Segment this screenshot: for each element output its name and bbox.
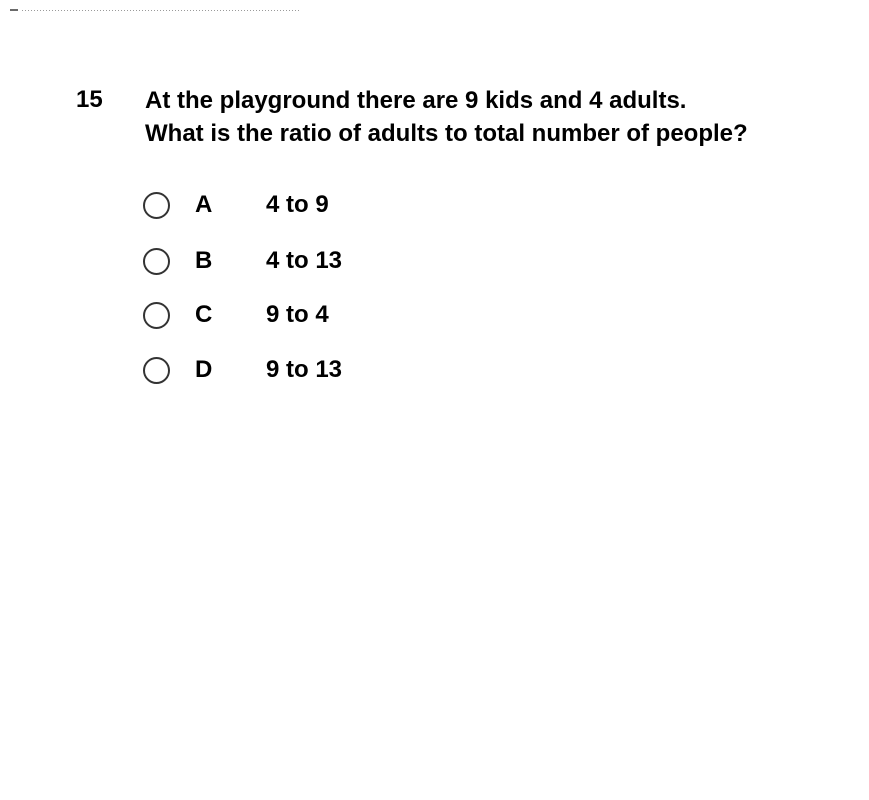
question-number: 15 bbox=[76, 86, 103, 113]
choice-text-a: 4 to 9 bbox=[266, 191, 329, 218]
radio-button-d[interactable] bbox=[143, 357, 170, 384]
question-line-2: What is the ratio of adults to total number of people? bbox=[145, 120, 748, 147]
radio-button-a[interactable] bbox=[143, 192, 170, 219]
radio-button-c[interactable] bbox=[143, 302, 170, 329]
choice-b[interactable] bbox=[143, 245, 343, 277]
choice-letter-c: C bbox=[195, 301, 213, 328]
choice-text-c: 9 to 4 bbox=[266, 301, 329, 328]
choice-letter-a: A bbox=[195, 191, 213, 218]
choice-text-b: 4 to 13 bbox=[266, 247, 343, 274]
question-stem bbox=[145, 84, 860, 150]
top-dotted-rule bbox=[10, 9, 300, 12]
choice-c[interactable] bbox=[143, 299, 329, 331]
question-line-1: At the playground there are 9 kids and 4 adults. bbox=[145, 87, 687, 114]
choice-text-d: 9 to 13 bbox=[266, 356, 343, 383]
radio-button-b[interactable] bbox=[143, 248, 170, 275]
choice-d[interactable] bbox=[143, 354, 343, 386]
choice-a[interactable] bbox=[143, 189, 329, 221]
choice-letter-d: D bbox=[195, 356, 213, 383]
choice-letter-b: B bbox=[195, 247, 213, 274]
